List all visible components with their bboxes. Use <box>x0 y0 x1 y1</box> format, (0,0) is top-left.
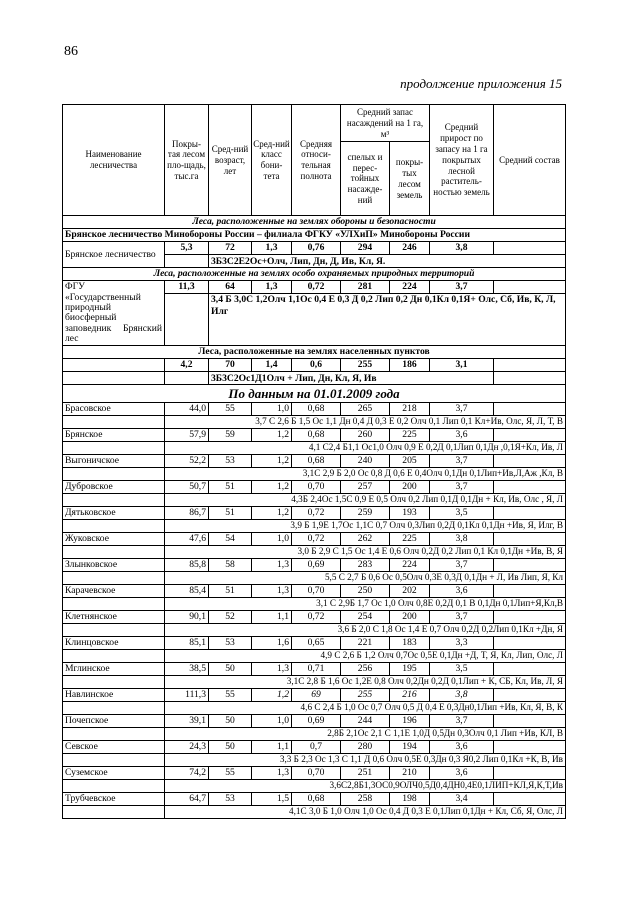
cell-ripe: 244 <box>341 715 390 728</box>
cell-area: 74,2 <box>165 767 209 780</box>
table-row <box>63 637 566 650</box>
cell-empty <box>63 546 165 559</box>
section-defense-org: Брянское лесничество Минобороны России – филиала ФГКУ «УЛХиП» Минобороны России <box>63 229 566 242</box>
cell-name: Злынковское <box>63 559 165 572</box>
cell-age: 59 <box>209 429 252 442</box>
cell-area: 85,8 <box>165 559 209 572</box>
cell-ripe: 262 <box>341 533 390 546</box>
cell-age: 54 <box>209 533 252 546</box>
composition-row <box>63 624 566 637</box>
cell-ripe: 257 <box>341 481 390 494</box>
cell-composition: 3,3 Б 2,3 Ос 1,3 С 1,1 Д 0,6 Олч 0,5Е 0,3Дн 0,3 Я0,2 Лип 0,1Кл +К, В, Ив <box>165 754 566 767</box>
cell-forest: 200 <box>390 611 430 624</box>
cell-bonitet: 1,0 <box>252 715 292 728</box>
cell-forest: 198 <box>390 793 430 806</box>
cell-bonitet: 1,0 <box>252 403 292 416</box>
cell-area: 57,9 <box>165 429 209 442</box>
cell-empty <box>494 715 566 728</box>
section-protected: Леса, расположенные на землях особо охраняемых природных территорий <box>63 268 566 281</box>
cell-empty <box>63 572 165 585</box>
cell-forest: 216 <box>390 689 430 702</box>
cell-composition: 3,6С2,8Б1,3ОС0,9ОЛЧ0,5Д0,4ДН0,4Е0,1ЛИП+КЛ,Я,К,Т,Ив <box>165 780 566 793</box>
cell-empty <box>63 650 165 663</box>
cell-forest: 225 <box>390 429 430 442</box>
cell-bonitet: 1,1 <box>252 611 292 624</box>
defense-composition: 3Б3С2Е2Ос+Олч, Лип, Дн, Д, Ив, Кл, Я. <box>209 255 566 268</box>
table-row <box>63 559 566 572</box>
cell-forest: 205 <box>390 455 430 468</box>
cell-empty <box>63 416 165 429</box>
cell-area: 111,3 <box>165 689 209 702</box>
cell-age: 51 <box>209 507 252 520</box>
cell-composition: 5,5 С 2,7 Б 0,6 Ос 0,5Олч 0,3Е 0,3Д 0,1Дн + Л, Ив Лип, Я, Кл <box>165 572 566 585</box>
cell-density: 0,68 <box>292 403 341 416</box>
cell-empty <box>494 637 566 650</box>
table-row <box>63 585 566 598</box>
cell-growth: 3,6 <box>430 585 494 598</box>
protected-row: ФГУ «Государственный природный биосферный заповедник Брянский лес 11,3 64 1,3 0,72 281 224 3,7 <box>63 281 566 294</box>
cell-growth: 3,5 <box>430 663 494 676</box>
cell-age: 53 <box>209 793 252 806</box>
table-row <box>63 689 566 702</box>
cell-growth: 3,6 <box>430 767 494 780</box>
cell-area: 39,1 <box>165 715 209 728</box>
composition-row <box>63 442 566 455</box>
table-row <box>63 611 566 624</box>
cell-growth: 3,6 <box>430 429 494 442</box>
cell-empty <box>494 507 566 520</box>
table-row <box>63 715 566 728</box>
cell-name: Почепское <box>63 715 165 728</box>
cell-age: 50 <box>209 663 252 676</box>
cell-ripe: 254 <box>341 611 390 624</box>
cell-name: Севское <box>63 741 165 754</box>
cell-empty <box>494 663 566 676</box>
cell-density: 0,71 <box>292 663 341 676</box>
composition-row <box>63 520 566 533</box>
cell-density: 0,70 <box>292 481 341 494</box>
cell-composition: 4,1С 3,0 Б 1,0 Олч 1,0 Ос 0,4 Д 0,3 Е 0,1Лип 0,1Дн + Кл, Сб, Я, Олс, Л <box>165 806 566 819</box>
cell-bonitet: 1,2 <box>252 455 292 468</box>
header-area: Покры-тая лесом пло-щадь, тыс.га <box>165 105 209 216</box>
cell-composition: 3,9 Б 1,9Е 1,7Ос 1,1С 0,7 Олч 0,3Лип 0,2Д 0,1Кл 0,1Дн +Ив, Я, Илг, В <box>165 520 566 533</box>
cell-density: 0,65 <box>292 637 341 650</box>
cell-age: 51 <box>209 481 252 494</box>
cell-growth: 3,7 <box>430 481 494 494</box>
cell-growth: 3,7 <box>430 611 494 624</box>
cell-composition: 3,0 Б 2,9 С 1,5 Ос 1,4 Е 0,6 Олч 0,2Д 0,2 Лип 0,1 Кл 0,1Дн +Ив, В, Я <box>165 546 566 559</box>
composition-row <box>63 702 566 715</box>
cell-density: 0,70 <box>292 585 341 598</box>
cell-forest: 202 <box>390 585 430 598</box>
composition-row <box>63 546 566 559</box>
cell-forest: 200 <box>390 481 430 494</box>
cell-age: 52 <box>209 611 252 624</box>
cell-empty <box>63 806 165 819</box>
table-row <box>63 455 566 468</box>
header-name: Наименование лесничества <box>63 105 165 216</box>
cell-empty <box>494 559 566 572</box>
cell-composition: 3,6 Б 2,0 С 1,8 Ос 1,4 Е 0,7 Олч 0,2Д 0,2Лип 0,1Кл +Дн, Я <box>165 624 566 637</box>
cell-name: Навлинское <box>63 689 165 702</box>
cell-density: 0,7 <box>292 741 341 754</box>
table-row <box>63 793 566 806</box>
cell-name: Жуковское <box>63 533 165 546</box>
cell-density: 0,69 <box>292 715 341 728</box>
cell-name: Клетнянское <box>63 611 165 624</box>
cell-density: 0,68 <box>292 455 341 468</box>
cell-empty <box>63 494 165 507</box>
cell-age: 50 <box>209 715 252 728</box>
cell-area: 64,7 <box>165 793 209 806</box>
composition-row <box>63 650 566 663</box>
section-settlements: Леса, расположенные на землях населенных пунктов <box>63 346 566 359</box>
cell-name: Дятьковское <box>63 507 165 520</box>
header-bonitet: Сред-ний класс бони-тета <box>252 105 292 216</box>
cell-area: 47,6 <box>165 533 209 546</box>
header-stock-forest: покры-тых лесом земель <box>390 142 430 216</box>
cell-age: 53 <box>209 455 252 468</box>
cell-empty <box>494 793 566 806</box>
cell-ripe: 265 <box>341 403 390 416</box>
header-age: Сред-ний возраст, лет <box>209 105 252 216</box>
table-row <box>63 481 566 494</box>
cell-bonitet: 1,0 <box>252 533 292 546</box>
cell-growth: 3,4 <box>430 793 494 806</box>
cell-growth: 3,5 <box>430 507 494 520</box>
cell-growth: 3,8 <box>430 689 494 702</box>
cell-empty <box>63 728 165 741</box>
composition-row <box>63 468 566 481</box>
composition-row <box>63 572 566 585</box>
table-row <box>63 533 566 546</box>
cell-area: 90,1 <box>165 611 209 624</box>
cell-growth: 3,7 <box>430 559 494 572</box>
cell-growth: 3,7 <box>430 455 494 468</box>
cell-age: 55 <box>209 689 252 702</box>
cell-age: 58 <box>209 559 252 572</box>
cell-area: 38,5 <box>165 663 209 676</box>
cell-density: 0,68 <box>292 793 341 806</box>
cell-area: 24,3 <box>165 741 209 754</box>
cell-forest: 218 <box>390 403 430 416</box>
cell-empty <box>494 455 566 468</box>
cell-density: 0,69 <box>292 559 341 572</box>
cell-area: 85,4 <box>165 585 209 598</box>
cell-empty <box>494 403 566 416</box>
protected-composition: 3,4 Б 3,0С 1,2Олч 1,1Ос 0,4 Е 0,3 Д 0,2 Лип 0,2 Дн 0,1Кл 0,1Я+ Олс, Сб, Ив, К, Л, Илг <box>209 294 566 346</box>
defense-row: Брянское лесничество 5,3 72 1,3 0,76 294 246 3,8 <box>63 242 566 255</box>
cell-forest: 194 <box>390 741 430 754</box>
table-row <box>63 429 566 442</box>
cell-empty <box>494 429 566 442</box>
cell-ripe: 258 <box>341 793 390 806</box>
cell-growth: 3,6 <box>430 741 494 754</box>
cell-empty <box>63 442 165 455</box>
cell-name: Клинцовское <box>63 637 165 650</box>
cell-empty <box>494 533 566 546</box>
cell-bonitet: 1,6 <box>252 637 292 650</box>
cell-name: Брасовское <box>63 403 165 416</box>
cell-composition: 4,9 С 2,6 Б 1,2 Олч 0,7Ос 0,5Е 0,1Дн +Д, Т, Я, Кл, Лип, Олс, Л <box>165 650 566 663</box>
cell-forest: 183 <box>390 637 430 650</box>
cell-ripe: 255 <box>341 689 390 702</box>
cell-density: 0,70 <box>292 767 341 780</box>
cell-composition: 4,3Б 2,4Ос 1,5С 0,9 Е 0,5 Олч 0,2 Лип 0,1Д 0,1Дн + Кл, Ив, Олс , Я, Л <box>165 494 566 507</box>
cell-bonitet: 1,3 <box>252 585 292 598</box>
cell-ripe: 240 <box>341 455 390 468</box>
cell-ripe: 250 <box>341 585 390 598</box>
cell-ripe: 283 <box>341 559 390 572</box>
cell-empty <box>63 702 165 715</box>
cell-forest: 193 <box>390 507 430 520</box>
composition-row <box>63 598 566 611</box>
cell-composition: 3,1С 2,8 Б 1,6 Ос 1,2Е 0,8 Олч 0,2Дн 0,2Д 0,1Лип + К, СБ, Кл, Ив, Л, Я <box>165 676 566 689</box>
cell-empty <box>63 676 165 689</box>
cell-forest: 224 <box>390 559 430 572</box>
cell-ripe: 256 <box>341 663 390 676</box>
year-heading: По данным на 01.01.2009 года <box>63 385 566 403</box>
cell-empty <box>494 689 566 702</box>
cell-name: Брянское <box>63 429 165 442</box>
cell-density: 0,72 <box>292 611 341 624</box>
cell-empty <box>494 585 566 598</box>
cell-name: Дубровское <box>63 481 165 494</box>
cell-density: 69 <box>292 689 341 702</box>
section-defense: Леса, расположенные на землях обороны и безопасности <box>63 216 566 229</box>
cell-density: 0,72 <box>292 507 341 520</box>
composition-row <box>63 416 566 429</box>
table-row <box>63 507 566 520</box>
header-stock-ripe: спелых и перес-тойных насажде-ний <box>341 142 390 216</box>
cell-composition: 3,7 С 2,6 Б 1,5 Ос 1,1 Дн 0,4 Д 0,3 Е 0,2 Олч 0,1 Лип 0,1 Кл+Ив, Олс, Я, Л, Т, В <box>165 416 566 429</box>
cell-area: 85,1 <box>165 637 209 650</box>
table-row <box>63 767 566 780</box>
cell-composition: 4,6 С 2,4 Б 1,0 Ос 0,7 Олч 0,5 Д 0,4 Е 0,3Дн0,1Лип +Ив, Кл, Я, В, К <box>165 702 566 715</box>
cell-age: 53 <box>209 637 252 650</box>
cell-empty <box>63 754 165 767</box>
settlements-composition: 3Б3С2Ос1Д1Олч + Лип, Дн, Кл, Я, Ив <box>209 372 494 385</box>
forestry-table <box>62 104 566 819</box>
cell-empty <box>63 780 165 793</box>
header-density: Средняя относи-тельная полнота <box>292 105 341 216</box>
settlements-row: 4,2 70 1,4 0,6 255 186 3,1 <box>63 359 566 372</box>
table-row <box>63 663 566 676</box>
cell-empty <box>494 481 566 494</box>
cell-forest: 210 <box>390 767 430 780</box>
cell-composition: 2,8Б 2,1Ос 2,1 С 1,1Е 1,0Д 0,5Дн 0,3Олч 0,1 Лип +Ив, КЛ, В <box>165 728 566 741</box>
cell-ripe: 260 <box>341 429 390 442</box>
header-growth: Средний прирост по запасу на 1 га покрытых лесной раститель-ностью земель <box>430 105 494 216</box>
cell-growth: 3,3 <box>430 637 494 650</box>
cell-growth: 3,7 <box>430 403 494 416</box>
cell-empty <box>494 611 566 624</box>
cell-forest: 196 <box>390 715 430 728</box>
cell-age: 50 <box>209 741 252 754</box>
composition-row <box>63 728 566 741</box>
cell-name: Выгоничское <box>63 455 165 468</box>
cell-area: 86,7 <box>165 507 209 520</box>
cell-name: Мглинское <box>63 663 165 676</box>
cell-ripe: 251 <box>341 767 390 780</box>
cell-age: 55 <box>209 767 252 780</box>
cell-name: Суземское <box>63 767 165 780</box>
cell-bonitet: 1,5 <box>252 793 292 806</box>
composition-row <box>63 780 566 793</box>
cell-bonitet: 1,2 <box>252 429 292 442</box>
table-row <box>63 403 566 416</box>
composition-row <box>63 806 566 819</box>
cell-bonitet: 1,2 <box>252 507 292 520</box>
cell-forest: 195 <box>390 663 430 676</box>
cell-bonitet: 1,3 <box>252 559 292 572</box>
cell-area: 50,7 <box>165 481 209 494</box>
composition-row <box>63 494 566 507</box>
table-row <box>63 741 566 754</box>
cell-ripe: 259 <box>341 507 390 520</box>
cell-composition: 4,1 С2,4 Б1,1 Ос1,0 Олч 0,9 Е 0,2Д 0,1Лип 0,1Дн ,0,1Я+Кл, Ив, Л <box>165 442 566 455</box>
cell-name: Трубчевское <box>63 793 165 806</box>
cell-area: 44,0 <box>165 403 209 416</box>
cell-age: 55 <box>209 403 252 416</box>
cell-ripe: 280 <box>341 741 390 754</box>
cell-empty <box>494 767 566 780</box>
cell-composition: 3,1С 2,9 Б 2,0 Ос 0,8 Д 0,6 Е 0,4Олч 0,1Дн 0,1Лип+Ив,Л,Аж ,Кл, В <box>165 468 566 481</box>
cell-growth: 3,8 <box>430 533 494 546</box>
composition-row <box>63 676 566 689</box>
cell-bonitet: 1,3 <box>252 767 292 780</box>
cell-bonitet: 1,2 <box>252 689 292 702</box>
cell-empty <box>494 741 566 754</box>
header-composition: Средний состав <box>494 105 566 216</box>
cell-composition: 3,1 С 2,9Б 1,7 Ос 1,0 Олч 0,8Е 0,2Д 0,1 В 0,1Дн 0,1Лип+Я,Кл,В <box>165 598 566 611</box>
cell-forest: 225 <box>390 533 430 546</box>
cell-name: Карачевское <box>63 585 165 598</box>
cell-age: 51 <box>209 585 252 598</box>
cell-bonitet: 1,1 <box>252 741 292 754</box>
cell-empty <box>63 598 165 611</box>
appendix-continuation: продолжение приложения 15 <box>400 76 562 91</box>
cell-ripe: 221 <box>341 637 390 650</box>
cell-empty <box>63 624 165 637</box>
cell-bonitet: 1,2 <box>252 481 292 494</box>
cell-area: 52,2 <box>165 455 209 468</box>
cell-growth: 3,7 <box>430 715 494 728</box>
cell-empty <box>63 520 165 533</box>
composition-row <box>63 754 566 767</box>
cell-empty <box>63 468 165 481</box>
cell-density: 0,72 <box>292 533 341 546</box>
cell-density: 0,68 <box>292 429 341 442</box>
page-number: 86 <box>64 44 78 59</box>
header-stock-group: Средний запас насаждений на 1 га, м³ <box>341 105 430 142</box>
cell-bonitet: 1,3 <box>252 663 292 676</box>
